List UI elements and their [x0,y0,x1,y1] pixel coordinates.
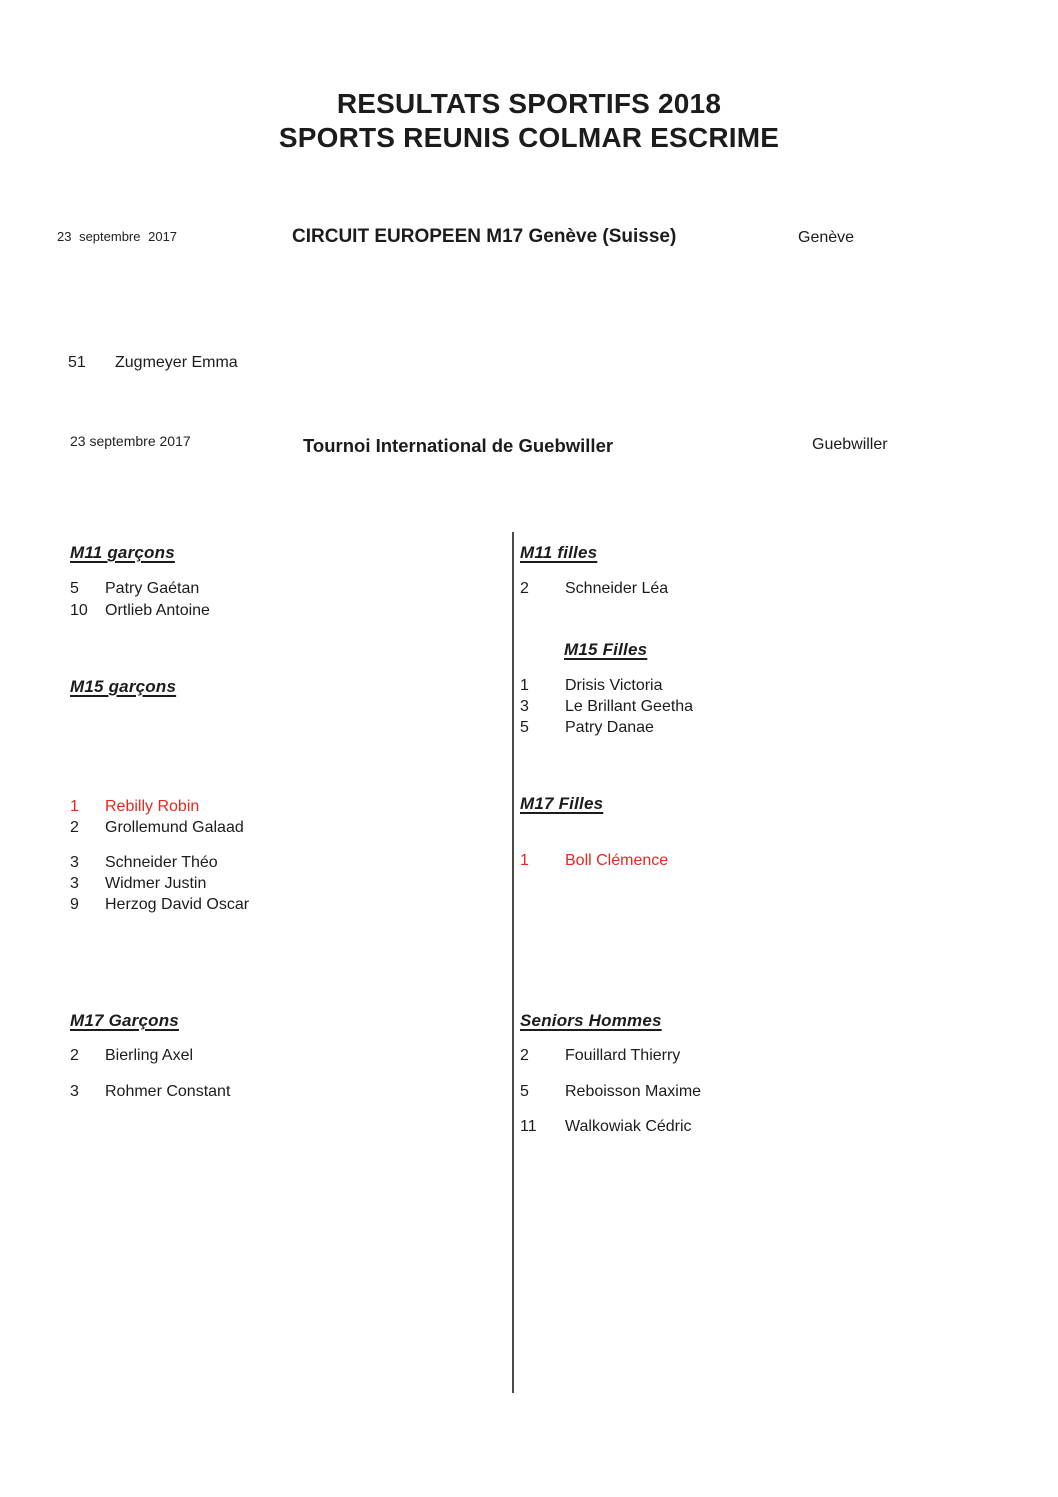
result-row-highlighted [70,797,199,817]
result-rank: 5 [520,1083,529,1100]
result-rank: 3 [520,698,529,715]
result-rank: 5 [520,719,529,736]
result-rank: 2 [520,1047,529,1064]
result-row [70,601,210,621]
result-row [520,1046,680,1066]
section-heading-m17-garcons: M17 Garçons [70,1011,179,1030]
result-name: Schneider Léa [565,580,669,597]
result-row [70,1046,193,1066]
section-heading-m11-filles: M11 filles [520,543,598,562]
result-name: Le Brillant Geetha [565,698,694,715]
result-row [520,1117,692,1137]
event2-title: Tournoi International de Guebwiller [303,435,614,456]
result-name: Walkowiak Cédric [565,1118,692,1135]
event1-date: 23 septembre 2017 [57,229,178,244]
page-title-line2: SPORTS REUNIS COLMAR ESCRIME [278,122,780,153]
result-rank: 1 [520,677,529,694]
result-rank: 3 [70,854,79,871]
result-name: Schneider Théo [105,854,218,871]
result-rank: 10 [70,602,88,619]
result-name: Grollemund Galaad [105,819,244,836]
result-rank: 1 [70,798,79,815]
result-name: Drisis Victoria [565,677,663,694]
result-row [70,1082,230,1102]
result-row [70,895,249,915]
result-name: Widmer Justin [105,875,207,892]
result-rank: 2 [70,819,79,836]
page-title-line1: RESULTATS SPORTIFS 2018 [336,88,722,119]
result-rank: 9 [70,896,79,913]
result-row [70,579,199,599]
result-name: Rebilly Robin [105,798,200,815]
result-rank: 3 [70,1083,79,1100]
event1-location: Genève [798,229,855,246]
result-row [70,818,244,838]
column-divider-line [512,532,514,1393]
event2-location: Guebwiller [812,436,888,453]
result-name: Rohmer Constant [105,1083,231,1100]
result-row [520,697,693,717]
section-heading-m17-filles: M17 Filles [520,794,604,813]
result-name: Reboisson Maxime [565,1083,702,1100]
section-heading-m15-filles: M15 Filles [564,640,648,659]
result-row [520,676,663,696]
result-rank: 51 [68,354,86,371]
section-heading-seniors-hommes: Seniors Hommes [520,1011,662,1030]
section-heading-m15-garcons: M15 garçons [70,677,177,696]
result-name: Herzog David Oscar [105,896,250,913]
result-name: Fouillard Thierry [565,1047,681,1064]
result-row [520,579,668,599]
result-rank: 2 [520,580,529,597]
result-row [70,853,218,873]
result-name: Boll Clémence [565,852,669,869]
event1-title: CIRCUIT EUROPEEN M17 Genève (Suisse) [292,226,677,247]
result-row [68,353,238,373]
result-rank: 11 [520,1118,537,1135]
result-name: Zugmeyer Emma [115,354,238,371]
result-rank: 1 [520,852,529,869]
result-name: Patry Gaétan [105,580,200,597]
result-row [520,718,654,738]
result-rank: 2 [70,1047,79,1064]
event2-date: 23 septembre 2017 [70,433,191,449]
result-row [520,1082,701,1102]
result-row [70,874,206,894]
result-rank: 3 [70,875,79,892]
result-name: Bierling Axel [105,1047,194,1064]
section-heading-m11-garcons: M11 garçons [70,543,175,562]
result-rank: 5 [70,580,79,597]
result-row-highlighted [520,851,668,871]
result-name: Patry Danae [565,719,654,736]
result-name: Ortlieb Antoine [105,602,210,619]
